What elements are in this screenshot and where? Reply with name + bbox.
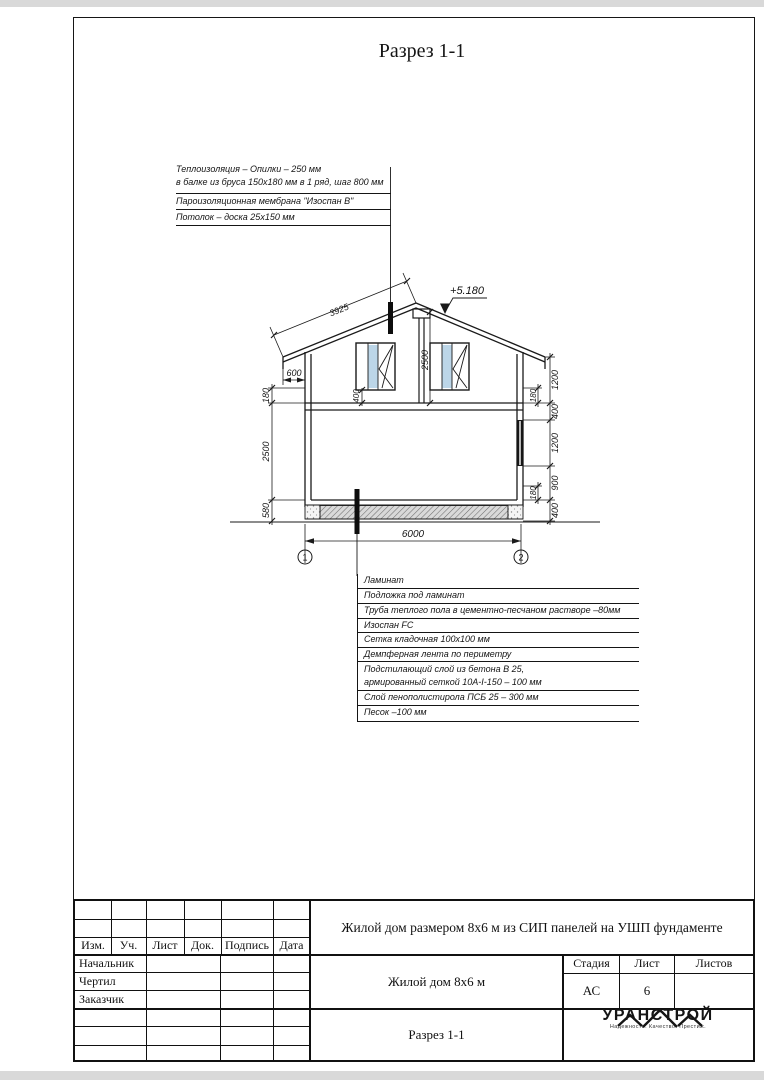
roof-callout-line3: Пароизоляционная мембрана "Изоспан В" bbox=[176, 194, 391, 210]
axis-markers bbox=[298, 550, 528, 564]
tb-stage-value: АС bbox=[582, 983, 601, 998]
floor-layer: Сетка кладочная 100х100 мм bbox=[358, 633, 639, 648]
floor-layers-list bbox=[357, 574, 639, 722]
dim-right-1200a: 1200 bbox=[550, 369, 560, 391]
tb-col-list: Лист bbox=[152, 938, 178, 952]
roof-callout-line2: в балке из бруса 150х180 мм в 1 ряд, шаг 800 мм bbox=[176, 177, 384, 187]
floor-layer bbox=[358, 662, 639, 691]
roof bbox=[283, 303, 545, 369]
dim-right-1200b: 1200 bbox=[550, 432, 560, 454]
walls-floors bbox=[305, 349, 523, 507]
attic-window-left bbox=[356, 343, 395, 390]
company-logo bbox=[563, 1008, 753, 1058]
dim-left-180: 180 bbox=[261, 387, 271, 404]
floor-layer: Ламинат bbox=[358, 574, 639, 589]
tb-role-zakazchik: Заказчик bbox=[79, 991, 125, 1006]
tb-project-title: Жилой дом размером 8х6 м из СИП панелей на УШП фундаменте bbox=[341, 919, 723, 935]
tb-col-uch: Уч. bbox=[119, 938, 138, 952]
floor-layer: Подложка под ламинат bbox=[358, 589, 639, 604]
tb-stage-label: Стадия bbox=[573, 956, 610, 970]
logo-text: УРАНСТРОЙ bbox=[602, 1007, 714, 1024]
floor-layer-line2: армированный сеткой 10А-I-150 – 100 мм bbox=[364, 677, 542, 687]
floor-layer: Слой пенополистирола ПСБ 25 – 300 мм bbox=[358, 691, 639, 706]
dim-right-900: 900 bbox=[550, 475, 560, 491]
attic-window-right bbox=[430, 343, 469, 390]
dim-roof-slope: 3925 bbox=[327, 301, 351, 319]
roof-callout-line4: Потолок – доска 25х150 мм bbox=[176, 210, 391, 226]
axis-1: 1 bbox=[302, 552, 308, 563]
elevation-mark bbox=[445, 298, 487, 312]
tb-col-data: Дата bbox=[279, 938, 304, 952]
dim-left-580: 580 bbox=[261, 502, 271, 519]
wall-window-section bbox=[517, 420, 523, 466]
dim-right-inner-180a: 180 bbox=[529, 388, 538, 403]
tb-role-nachalnik: Начальник bbox=[79, 955, 135, 970]
tb-role-chertil: Чертил bbox=[79, 973, 116, 988]
tb-sheet-value: 6 bbox=[643, 983, 651, 998]
floor-layer: Демпферная лента по периметру bbox=[358, 648, 639, 662]
dim-right-400a: 400 bbox=[550, 403, 560, 420]
dim-right-400b: 400 bbox=[550, 502, 560, 519]
dim-left-2500: 2500 bbox=[261, 441, 271, 462]
dim-attic-ridge: 2500 bbox=[420, 349, 430, 371]
tb-sheets-label: Листов bbox=[695, 956, 733, 970]
tb-col-dok: Док. bbox=[190, 938, 214, 952]
tb-sheet-title: Разрез 1-1 bbox=[408, 1027, 465, 1042]
dim-sill: 400 bbox=[352, 389, 361, 403]
logo-peaks-icon bbox=[563, 1008, 753, 1028]
tb-col-podpis: Подпись bbox=[224, 938, 270, 952]
tb-sheets-value bbox=[675, 974, 753, 1008]
logo-tagline: Надежность. Качество. Престиж. bbox=[609, 1024, 707, 1030]
floor-layer: Песок –100 мм bbox=[358, 706, 639, 722]
dim-span: 6000 bbox=[401, 529, 425, 540]
dim-elevation: +5.180 bbox=[450, 285, 484, 297]
floor-layer: Труба теплого пола в цементно-песчаном растворе –80мм bbox=[358, 604, 639, 619]
roof-callout-line1: Теплоизоляция – Опилки – 250 мм bbox=[176, 164, 322, 174]
tb-sheet-label: Лист bbox=[634, 956, 660, 970]
title-block bbox=[73, 899, 755, 1062]
roof-callout-block bbox=[176, 162, 391, 226]
tb-col-izm: Изм. bbox=[81, 938, 105, 952]
page-title: Разрез 1-1 bbox=[378, 40, 466, 62]
foundation-slab bbox=[305, 505, 523, 519]
tb-object-title: Жилой дом 8х6 м bbox=[387, 974, 486, 989]
dim-overhang: 600 bbox=[286, 368, 302, 378]
floor-layer: Изоспан FC bbox=[358, 619, 639, 633]
floor-callout-leader bbox=[355, 489, 360, 576]
floor-layer-line1: Подстилающий слой из бетона В 25, bbox=[364, 664, 525, 674]
dim-right-inner-180b: 180 bbox=[529, 486, 538, 500]
axis-2: 2 bbox=[518, 552, 524, 563]
